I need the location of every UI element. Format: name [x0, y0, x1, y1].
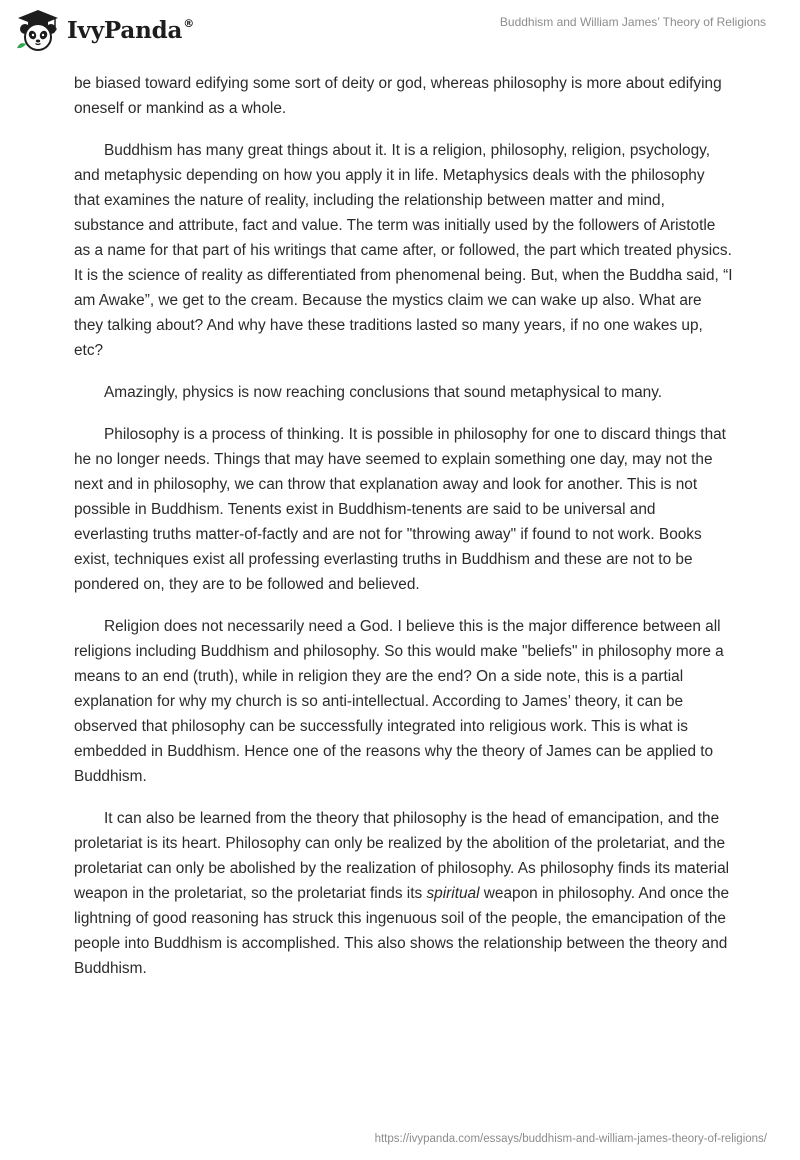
- running-title: Buddhism and William James’ Theory of Religions: [499, 15, 766, 29]
- page-header: [0, 0, 800, 62]
- ivypanda-logo[interactable]: [14, 8, 194, 52]
- source-url[interactable]: https://ivypanda.com/essays/buddhism-and-william-james-theory-of-religions/: [374, 1133, 767, 1145]
- paragraph-3: Amazingly, physics is now reaching conclusions that sound metaphysical to many.: [104, 384, 663, 401]
- brand-name: IvyPanda®: [67, 16, 194, 44]
- panda-graduation-cap-icon: [14, 8, 62, 52]
- paragraph-6-part-1: It can also be learned from the theory that philosophy is the head of emancipation, and the proletariat is its heart. Philosophy can only be realized by the abolition of the proletariat, and the proletariat can only be abolished by the realization of philosophy. As philosophy finds its material weapon in the proletariat, so the proletariat finds its: [74, 810, 730, 902]
- paragraph-4: Philosophy is a process of thinking. It is possible in philosophy for one to discard things that he no longer needs. Things that may have seemed to explain something one day, may not the next and in philosophy, we can throw that explanation away and look for another. This is not possible in Buddhism. Tenents exist in Buddhism-tenents are said to be universal and everlasting truths matter-of-factly and are not for "throwing away" if found to not work. Books exist, techniques exist all professing everlasting truths in Buddhism and these are not to be pondered on, they are to be followed and believed.: [74, 426, 726, 593]
- paragraph-6: [74, 806, 734, 981]
- essay-body: [74, 71, 734, 998]
- paragraph-6-part-2: weapon in philosophy. And once the lightning of good reasoning has struck this ingenuous soil of the people, the emancipation of the people into Buddhism is accomplished. This also shows the relationship between the theory and Buddhism.: [74, 885, 730, 977]
- emphasis-spiritual: spiritual: [426, 885, 480, 902]
- paragraph-1: be biased toward edifying some sort of deity or god, whereas philosophy is more about edifying oneself or mankind as a whole.: [74, 75, 722, 117]
- paragraph-2: Buddhism has many great things about it. It is a religion, philosophy, religion, psychology, and metaphysic depending on how you apply it in life. Metaphysics deals with the philosophy that examines the nature of reality, including the relationship between matter and mind, substance and attribute, fact and value. The term was initially used by the followers of Aristotle as a name for that part of his writings that came after, or followed, the part which treated physics. It is the science of reality as differentiated from phenomenal being. But, when the Buddha said, “I am Awake”, we get to the cream. Because the mystics claim we can wake up also. What are they talking about? And why have these traditions lasted so many years, if no one wakes up, etc?: [74, 142, 733, 359]
- paragraph-5: Religion does not necessarily need a God. I believe this is the major difference between all religions including Buddhism and philosophy. So this would make "beliefs" in philosophy more a means to an end (truth), while in religion they are the end? On a side note, this is a partial explanation for why my church is so anti-intellectual. According to James’ theory, it can be observed that philosophy can be successfully integrated into religious work. This is what is embedded in Buddhism. Hence one of the reasons why the theory of James can be applied to Buddhism.: [74, 618, 724, 785]
- registered-mark: ®: [183, 16, 194, 30]
